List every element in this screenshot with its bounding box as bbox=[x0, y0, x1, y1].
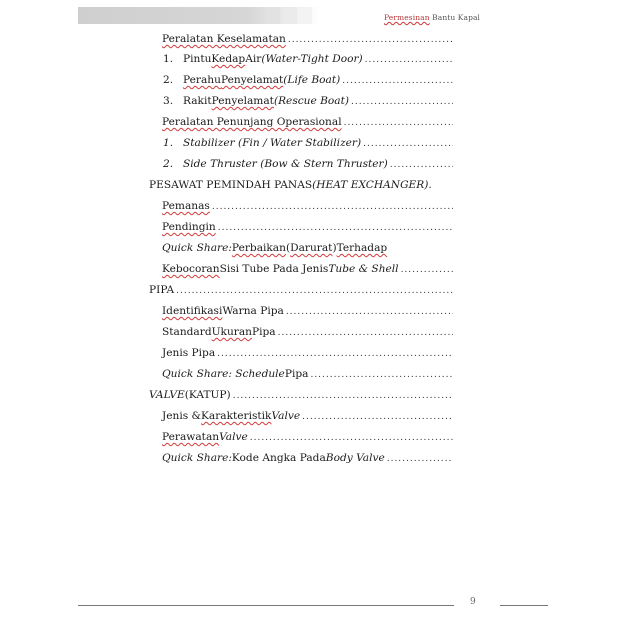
dot-leader bbox=[390, 160, 453, 170]
toc-entry[interactable]: Standard Ukuran Pipa ..... bbox=[162, 326, 453, 346]
footer-rule-left bbox=[78, 605, 454, 606]
dot-leader bbox=[401, 265, 453, 275]
dot-leader bbox=[176, 286, 453, 296]
dot-leader bbox=[302, 412, 453, 422]
header-band-stripe bbox=[300, 7, 312, 24]
dot-leader bbox=[217, 349, 453, 359]
footer-rule-right bbox=[500, 605, 548, 606]
toc-entry[interactable]: Quick Share: Kode Angka Pada Body Valve ..... bbox=[162, 452, 453, 472]
dot-leader bbox=[218, 223, 453, 233]
dot-leader bbox=[278, 328, 453, 338]
dot-leader bbox=[344, 118, 453, 128]
toc-entry[interactable]: Quick Share: Perbaikan ( Darurat ) Terhadap bbox=[162, 242, 388, 254]
toc-entry[interactable]: 1. Pintu Kedap Air (Water-Tight Door) ..... bbox=[163, 53, 453, 73]
toc-entry[interactable]: Pemanas ..... bbox=[162, 200, 453, 220]
header-decoration-band bbox=[78, 7, 320, 24]
toc-entry[interactable]: 3. Rakit Penyelamat (Rescue Boat) ..... bbox=[163, 95, 453, 115]
toc-entry[interactable]: Jenis & Karakteristik Valve ..... bbox=[162, 410, 453, 430]
toc-entry[interactable]: 1. Stabilizer (Fin / Water Stabilizer) ..... bbox=[163, 137, 453, 157]
header-band-stripe bbox=[283, 7, 297, 24]
toc-entry[interactable]: Jenis Pipa ..... bbox=[162, 347, 453, 367]
toc-entry[interactable]: PESAWAT PEMINDAH PANAS (HEAT EXCHANGER) . bbox=[149, 179, 432, 191]
dot-leader bbox=[351, 97, 453, 107]
header-band-stripe bbox=[266, 7, 280, 24]
dot-leader bbox=[363, 139, 453, 149]
toc-entry[interactable]: 2. Perahu Penyelamat (Life Boat) ..... bbox=[163, 74, 453, 94]
dot-leader bbox=[233, 391, 453, 401]
page-number: 9 bbox=[470, 597, 476, 607]
dot-leader bbox=[250, 433, 453, 443]
dot-leader bbox=[212, 202, 453, 212]
toc-entry[interactable]: VALVE (KATUP) ..... bbox=[149, 389, 453, 409]
dot-leader bbox=[342, 76, 453, 86]
dot-leader bbox=[387, 454, 453, 464]
toc-entry[interactable]: Quick Share: Schedule Pipa ..... bbox=[162, 368, 453, 388]
dot-leader bbox=[365, 55, 453, 65]
toc-entry[interactable]: Perawatan Valve ..... bbox=[162, 431, 453, 451]
dot-leader bbox=[288, 35, 453, 45]
running-header-title: Permesinan Bantu Kapal bbox=[384, 13, 481, 22]
toc-entry[interactable]: PIPA ..... bbox=[149, 284, 453, 304]
toc-entry[interactable]: Identifikasi Warna Pipa ..... bbox=[162, 305, 453, 325]
dot-leader bbox=[310, 370, 453, 380]
dot-leader bbox=[286, 307, 453, 317]
toc-entry[interactable]: Kebocoran Sisi Tube Pada Jenis Tube & Shell ..... bbox=[162, 263, 453, 283]
toc-entry[interactable]: Peralatan Penunjang Operasional ..... bbox=[162, 116, 453, 136]
toc-entry[interactable]: 2. Side Thruster (Bow & Stern Thruster) ..... bbox=[163, 158, 453, 178]
toc-entry[interactable]: Peralatan Keselamatan ..... bbox=[162, 33, 453, 53]
toc-entry[interactable]: Pendingin ..... bbox=[162, 221, 453, 241]
